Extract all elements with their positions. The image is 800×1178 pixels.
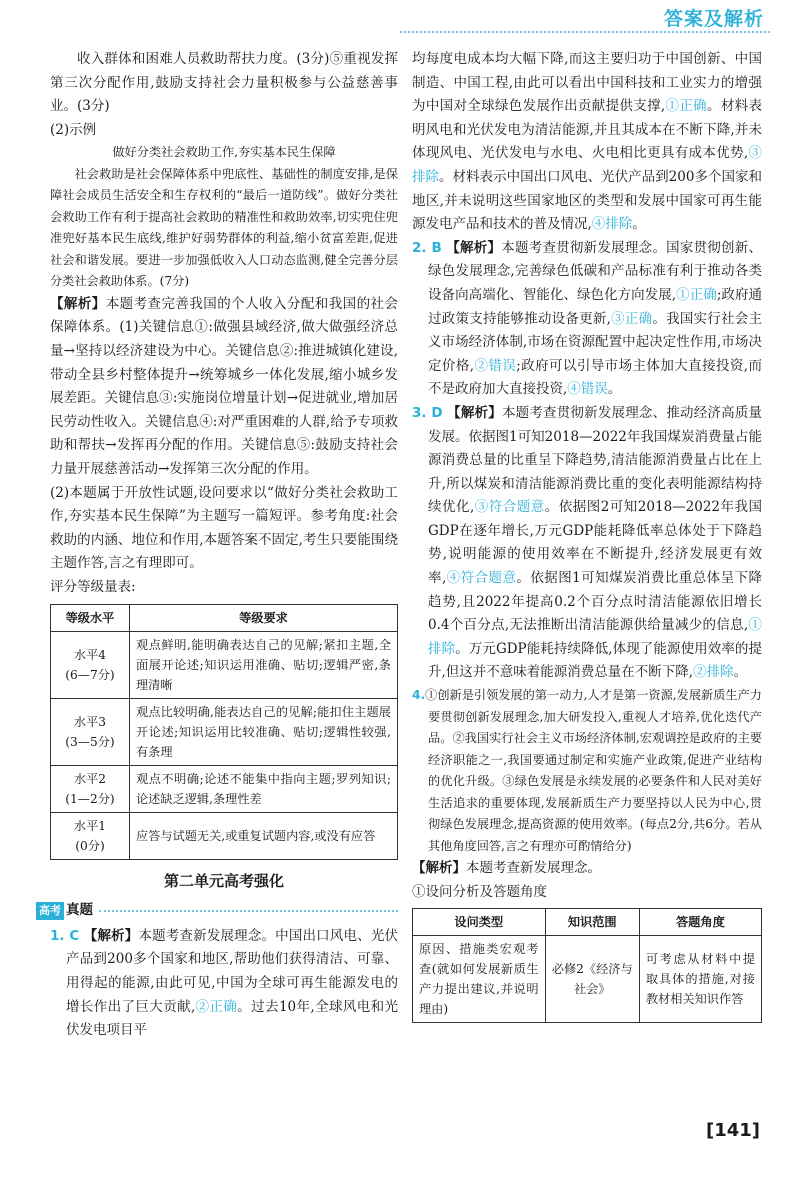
analysis-cell-scope: 必修2《经济与社会》	[545, 936, 639, 1023]
analysis-header-angle: 答题角度	[639, 909, 761, 936]
zhenti-label: 真题	[66, 902, 93, 919]
question-4-subheading: ①设问分析及答题角度	[412, 883, 547, 900]
rubric-level: 水平3 (3—5分)	[51, 698, 130, 765]
rubric-header-level: 等级水平	[51, 604, 130, 631]
judgement: ②排除	[693, 664, 734, 681]
judgement: ②正确	[195, 998, 238, 1015]
analysis-paragraph	[50, 293, 398, 482]
analysis-paragraph-2: (2)本题属于开放性试题,设问要求以“做好分类社会救助工作,夯实基本民生保障”为主题写一篇短评。参考角度:社会救助的内涵、地位和作用,本题答案不固定,考生只要能围绕主题作答,言之有理即可。	[50, 484, 398, 572]
header-rule	[400, 31, 770, 33]
analysis-tag: 【解析】	[412, 860, 466, 877]
rubric-req: 应答与试题无关,或重复试题内容,或没有应答	[130, 812, 398, 859]
judgement: ④符合题意	[446, 570, 517, 587]
right-column	[412, 48, 762, 1023]
zhenti-dotted-rule	[99, 910, 398, 912]
header-title: 答案及解析	[663, 8, 764, 30]
judgement: ③符合题意	[474, 499, 545, 516]
analysis-tag: 【解析】	[446, 239, 502, 256]
left-column	[39, 48, 399, 1043]
rubric-row	[51, 812, 398, 859]
rubric-header-row	[51, 604, 398, 631]
unit-title: 第二单元高考强化	[163, 871, 284, 890]
question-4: 4.①创新是引领发展的第一动力,人才是第一资源,发展新质生产力要贯彻创新发展理念,加大研发投入,重视人才培养,优化迭代产品。②我国实行社会主义市场经济体制,宏观调控是政府的主要经济职能之一,我国要通过制定和实施产业政策,促进产业结构的优化升级。③绿色发展是永续发展的必要条件和人民对美好生活追求的重要体现,发展新质生产力要坚持以人民为中心,贯彻绿色发展理念,提高资源的使用效率。(每点2分,共6分。若从其他角度回答,言之有理亦可酌情给分)	[412, 688, 762, 853]
rubric-row	[51, 698, 398, 765]
analysis-tag: 【解析】	[83, 927, 139, 944]
rubric-level: 水平4 (6—7分)	[51, 631, 130, 698]
rubric-row	[51, 631, 398, 698]
judgement: ①正确	[676, 286, 717, 303]
question-number: 4.	[412, 688, 426, 703]
rubric-req: 观点不明确;论述不能集中指向主题;罗列知识;论述缺乏逻辑,条理性差	[130, 765, 398, 812]
essay-title: 做好分类社会救助工作,夯实基本民生保障	[112, 145, 336, 160]
example-label: (2)示例	[50, 121, 97, 138]
rubric-req: 观点比较明确,能表达自己的见解;能扣住主题展开论述;知识运用比较准确、贴切;逻辑性较强,有条理	[130, 698, 398, 765]
rubric-table	[50, 604, 398, 860]
page-number: [141]	[705, 1120, 760, 1141]
analysis-table	[412, 908, 762, 1023]
analysis-cell-type: 原因、措施类宏观考查(就如何发展新质生产力提出建议,并说明理由)	[413, 936, 546, 1023]
zhenti-badge: 高考	[36, 902, 64, 920]
analysis-table-row	[413, 936, 762, 1023]
judgement: ③正确	[610, 310, 653, 327]
answer-paragraph: 收入群体和困难人员救助帮扶力度。(3分)⑤重视发挥第三次分配作用,鼓励支持社会力量积极参与公益慈善事业。(3分)	[50, 51, 398, 115]
zhenti-heading	[36, 899, 398, 923]
analysis-cell-angle: 可考虑从材料中提取具体的措施,对接教材相关知识作答	[639, 936, 761, 1023]
rubric-level: 水平2 (1—2分)	[51, 765, 130, 812]
question-number: 3. D	[412, 404, 443, 421]
question-3: 3. D 【解析】本题考查贯彻新发展理念、推动经济高质量发展。依据图1可知2018—2022年我国煤炭消费量占能源消费总量的比重呈下降趋势,清洁能源消费量占比在上升,所以煤炭和清洁能源消费比重的变化表明能源结构持续优化,③符合题意。依据图2可知2018—2022年我国GDP在逐年增长,万元GDP能耗降低率总体处于下降趋势,说明能源的使用效率在不断提升,经济发展更有效率,④符合题意。依据图1可知煤炭消费比重总体呈下降趋势,且2022年提高0.2个百分点时清洁能源依旧增长0.4个百分点,无法推断出清洁能源供给量减少的信息,①排除。万元GDP能耗持续降低,体现了能源使用效率的提升,但这并不意味着能源消费总量在不断下降,②排除。	[412, 404, 763, 681]
rubric-row	[51, 765, 398, 812]
question-number: 2. B	[412, 239, 442, 256]
analysis-text: 本题考查完善我国的个人收入分配和我国的社会保障体系。(1)关键信息①:做强县域经济,做大做强经济总量→坚持以经济建设为中心。关键信息②:推进城镇化建设,带动全县乡村整体提升→统筹城乡一体化发展,缩小城乡发展差距。关键信息③:实施岗位增量计划→促进就业,增加居民劳动性收入。关键信息④:对严重困难的人群,给予专项救助和帮扶→发挥再分配的作用。关键信息⑤:鼓励支持社会力量开展慈善活动→发挥第三次分配的作用。	[50, 295, 398, 478]
essay-body: 社会救助是社会保障体系中兜底性、基础性的制度安排,是保障社会成员生活安全和生存权利的“最后一道防线”。做好分类社会救助工作有利于提高社会救助的精准性和救助效率,切实兜住兜准兜好基本民生底线,维护好弱势群体的利益,缩小贫富差距,促进社会和谐发展。要进一步加强低收入人口动态监测,健全完善分层分类社会救助体系。(7分)	[50, 166, 398, 289]
judgement: ①正确	[665, 98, 708, 115]
rubric-header-req: 等级要求	[130, 604, 398, 631]
question-number: 1. C	[50, 927, 80, 944]
rubric-caption: 评分等级量表:	[50, 579, 136, 595]
question-1-continued: 均每度电成本均大幅下降,而这主要归功于中国创新、中国制造、中国工程,由此可以看出中国科技和工业实力的增强为中国对全球绿色发展作出贡献提供支撑,①正确。材料表明风电和光伏发电为清洁能源,并且其成本在不断下降,并未体现风电、光伏发电与水电、火电相比更具有成本优势,③排除。材料表示中国出口风电、光伏产品到200多个国家和地区,并未说明这些国家地区的类型和发展中国家可再生能源发电产品和技术的普及情况,④排除。	[412, 51, 762, 233]
analysis-table-header	[413, 909, 762, 936]
question-2: 2. B 【解析】本题考查贯彻新发展理念。国家贯彻创新、绿色发展理念,完善绿色低碳和产品标准有利于推动各类设备向高端化、智能化、绿色化方向发展,①正确;政府通过政策支持能够推动设备更新,③正确。我国实行社会主义市场经济体制,市场在资源配置中起决定性作用,市场决定价格,②错误;政府可以引导市场主体加大直接投资,而不是政府加大直接投资,④错误。	[412, 239, 763, 398]
analysis-header-scope: 知识范围	[545, 909, 639, 936]
analysis-tag: 【解析】	[447, 404, 502, 421]
analysis-tag: 【解析】	[50, 295, 106, 312]
rubric-level: 水平1 (0分)	[51, 812, 130, 859]
judgement: ④排除	[591, 216, 633, 233]
question-4-analysis: 【解析】本题考查新发展理念。	[412, 860, 601, 877]
question-1: 1. C 【解析】本题考查新发展理念。中国出口风电、光伏产品到200多个国家和地区,帮助他们获得清洁、可靠、用得起的能源,由此可见,中国为全球可再生能源发电的增长作出了巨大贡献,②正确。过去10年,全球风电和光伏发电项目平	[50, 927, 399, 1039]
judgement: ①排除	[428, 617, 762, 657]
judgement: ④错误	[567, 381, 608, 398]
analysis-header-type: 设问类型	[413, 909, 546, 936]
rubric-req: 观点鲜明,能明确表达自己的见解;紧扣主题,全面展开论述;知识运用准确、贴切;逻辑严密,条理清晰	[130, 631, 398, 698]
judgement: ②错误	[474, 357, 517, 374]
judgement: ③排除	[412, 145, 762, 185]
